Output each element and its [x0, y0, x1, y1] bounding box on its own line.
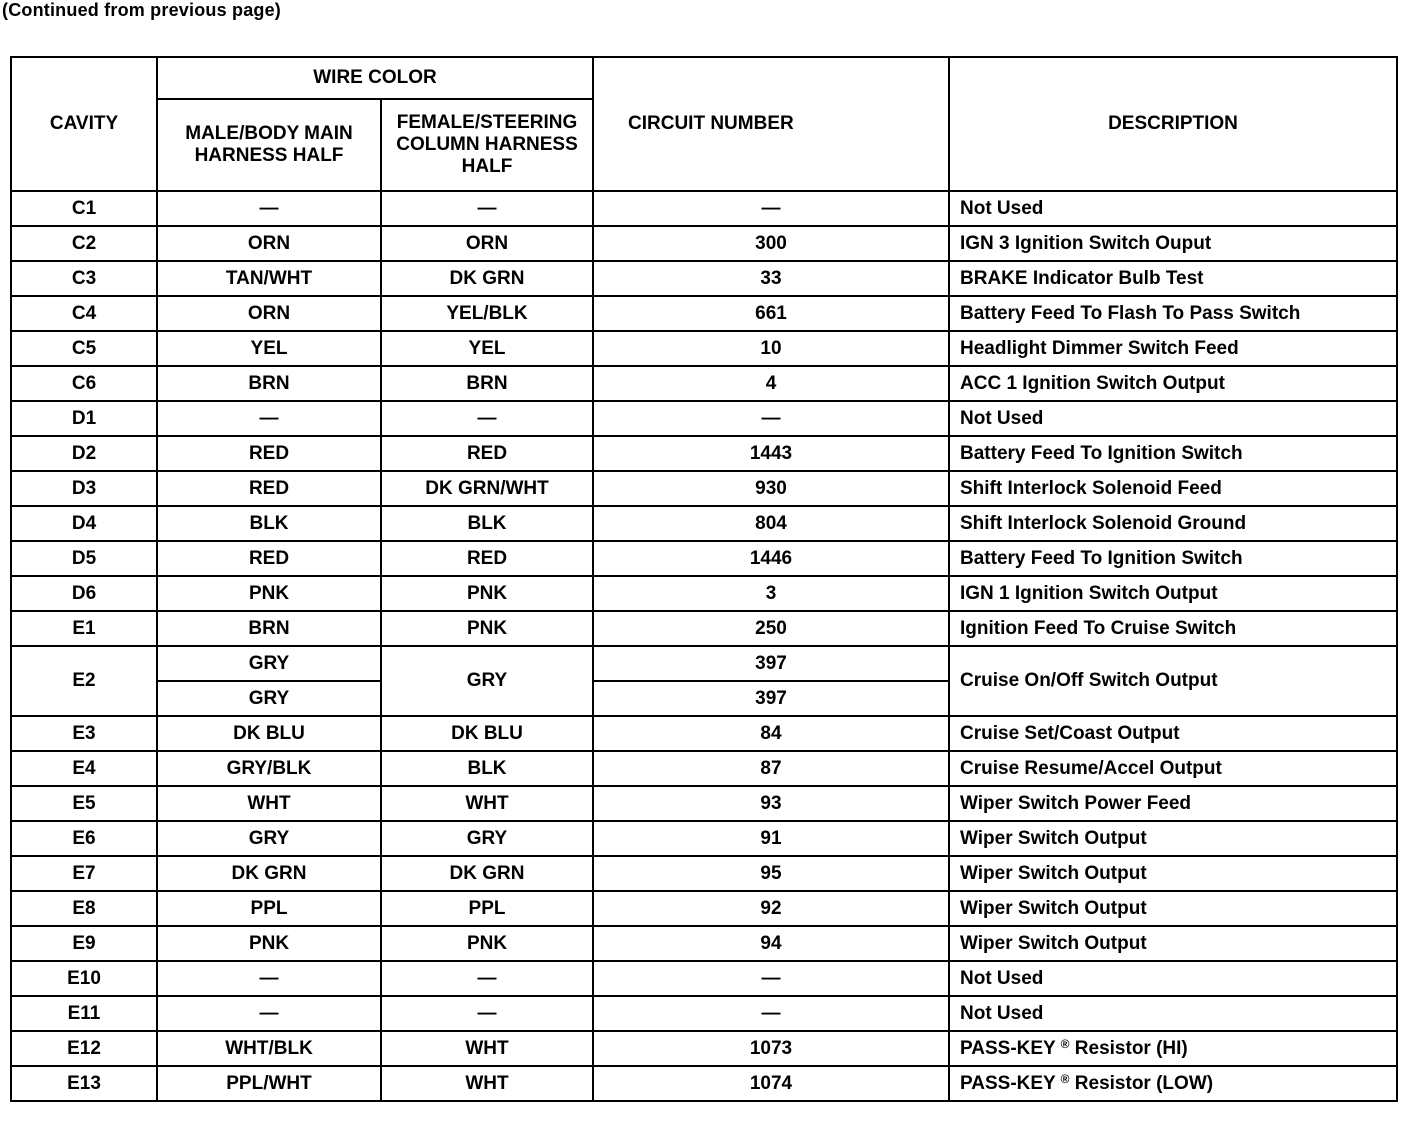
circuit-cell: 1074 — [593, 1066, 949, 1101]
cavity-cell: C3 — [11, 261, 157, 296]
description-cell: Battery Feed To Ignition Switch — [949, 541, 1397, 576]
male-wire-cell: DK GRN — [157, 856, 381, 891]
description-suffix: Resistor (LOW) — [1069, 1072, 1214, 1094]
cavity-cell: E1 — [11, 611, 157, 646]
circuit-cell: 3 — [593, 576, 949, 611]
description-cell: Not Used — [949, 961, 1397, 996]
female-wire-cell: WHT — [381, 786, 593, 821]
cavity-cell: E2 — [11, 646, 157, 716]
table-row — [11, 856, 1397, 891]
table-row — [11, 576, 1397, 611]
description-cell: Wiper Switch Output — [949, 821, 1397, 856]
female-wire-cell: GRY — [381, 646, 593, 716]
female-wire-cell: YEL/BLK — [381, 296, 593, 331]
description-cell: Ignition Feed To Cruise Switch — [949, 611, 1397, 646]
circuit-cell: 930 — [593, 471, 949, 506]
female-wire-cell: RED — [381, 541, 593, 576]
table-row — [11, 821, 1397, 856]
male-wire-cell: BRN — [157, 611, 381, 646]
female-wire-cell: WHT — [381, 1066, 593, 1101]
circuit-cell: 95 — [593, 856, 949, 891]
cavity-cell: E3 — [11, 716, 157, 751]
circuit-cell: — — [593, 191, 949, 226]
cavity-cell: C5 — [11, 331, 157, 366]
table-row — [11, 366, 1397, 401]
circuit-cell: 94 — [593, 926, 949, 961]
header-wire-color: WIRE COLOR — [157, 57, 593, 99]
cavity-cell: D4 — [11, 506, 157, 541]
female-wire-cell: — — [381, 191, 593, 226]
table-row — [11, 751, 1397, 786]
female-wire-cell: PNK — [381, 576, 593, 611]
cavity-cell: E8 — [11, 891, 157, 926]
header-cavity: CAVITY — [11, 57, 157, 191]
female-wire-cell: DK GRN/WHT — [381, 471, 593, 506]
circuit-cell: 4 — [593, 366, 949, 401]
female-wire-cell: PNK — [381, 926, 593, 961]
male-wire-cell: PPL/WHT — [157, 1066, 381, 1101]
male-wire-cell: RED — [157, 471, 381, 506]
table-row — [11, 891, 1397, 926]
description-cell: Cruise Resume/Accel Output — [949, 751, 1397, 786]
description-cell: Cruise Set/Coast Output — [949, 716, 1397, 751]
table-row — [11, 191, 1397, 226]
female-wire-cell: PNK — [381, 611, 593, 646]
cavity-cell: C2 — [11, 226, 157, 261]
description-cell: Wiper Switch Power Feed — [949, 786, 1397, 821]
circuit-cell: 84 — [593, 716, 949, 751]
male-wire-cell: RED — [157, 436, 381, 471]
male-wire-cell: ORN — [157, 296, 381, 331]
table-row — [11, 646, 1397, 681]
table-row — [11, 716, 1397, 751]
description-cell: Shift Interlock Solenoid Ground — [949, 506, 1397, 541]
cavity-cell: E10 — [11, 961, 157, 996]
male-wire-cell: WHT/BLK — [157, 1031, 381, 1066]
male-wire-cell: ORN — [157, 226, 381, 261]
circuit-cell: — — [593, 996, 949, 1031]
male-wire-cell: PNK — [157, 576, 381, 611]
cavity-cell: E12 — [11, 1031, 157, 1066]
male-wire-cell: TAN/WHT — [157, 261, 381, 296]
table-row — [11, 436, 1397, 471]
circuit-cell: 92 — [593, 891, 949, 926]
description-cell: Battery Feed To Ignition Switch — [949, 436, 1397, 471]
description-cell: Wiper Switch Output — [949, 891, 1397, 926]
table-row — [11, 926, 1397, 961]
cavity-cell: D1 — [11, 401, 157, 436]
circuit-cell: 33 — [593, 261, 949, 296]
table-row — [11, 261, 1397, 296]
description-cell: Not Used — [949, 996, 1397, 1031]
circuit-cell: 300 — [593, 226, 949, 261]
description-cell: Wiper Switch Output — [949, 856, 1397, 891]
male-wire-cell: — — [157, 191, 381, 226]
circuit-cell: — — [593, 961, 949, 996]
cavity-cell: E6 — [11, 821, 157, 856]
description-cell: IGN 1 Ignition Switch Output — [949, 576, 1397, 611]
description-cell: Not Used — [949, 401, 1397, 436]
continued-note: (Continued from previous page) — [2, 0, 282, 20]
description-prefix: PASS-KEY — [960, 1037, 1056, 1059]
female-wire-cell: ORN — [381, 226, 593, 261]
cavity-cell: D2 — [11, 436, 157, 471]
description-cell: ACC 1 Ignition Switch Output — [949, 366, 1397, 401]
circuit-cell: 1073 — [593, 1031, 949, 1066]
table-body — [11, 191, 1397, 1101]
female-wire-cell: BRN — [381, 366, 593, 401]
female-wire-cell: BLK — [381, 751, 593, 786]
male-wire-cell: GRY — [157, 821, 381, 856]
table-row — [11, 331, 1397, 366]
male-wire-cell: WHT — [157, 786, 381, 821]
table-row — [11, 786, 1397, 821]
cavity-cell: D3 — [11, 471, 157, 506]
circuit-cell: 397 — [593, 646, 949, 681]
female-wire-cell: PPL — [381, 891, 593, 926]
cavity-cell: D5 — [11, 541, 157, 576]
female-wire-cell: — — [381, 961, 593, 996]
cavity-cell: D6 — [11, 576, 157, 611]
description-cell: Cruise On/Off Switch Output — [949, 646, 1397, 716]
cavity-cell: E11 — [11, 996, 157, 1031]
male-wire-cell: DK BLU — [157, 716, 381, 751]
table-row — [11, 296, 1397, 331]
male-wire-cell: GRY — [157, 681, 381, 716]
cavity-cell: C6 — [11, 366, 157, 401]
circuit-cell: 661 — [593, 296, 949, 331]
circuit-cell: 93 — [593, 786, 949, 821]
male-wire-cell: GRY — [157, 646, 381, 681]
male-wire-cell: GRY/BLK — [157, 751, 381, 786]
cavity-cell: E7 — [11, 856, 157, 891]
cavity-cell: C1 — [11, 191, 157, 226]
female-wire-cell: GRY — [381, 821, 593, 856]
female-wire-cell: DK BLU — [381, 716, 593, 751]
description-cell: IGN 3 Ignition Switch Ouput — [949, 226, 1397, 261]
circuit-cell: 250 — [593, 611, 949, 646]
circuit-cell: 87 — [593, 751, 949, 786]
cavity-cell: E5 — [11, 786, 157, 821]
male-wire-cell: — — [157, 961, 381, 996]
female-wire-cell: — — [381, 996, 593, 1031]
description-cell: Shift Interlock Solenoid Feed — [949, 471, 1397, 506]
description-cell — [949, 1066, 1397, 1101]
circuit-cell: — — [593, 401, 949, 436]
header-description: DESCRIPTION — [949, 57, 1397, 191]
female-wire-cell: — — [381, 401, 593, 436]
male-wire-cell: PNK — [157, 926, 381, 961]
description-cell: BRAKE Indicator Bulb Test — [949, 261, 1397, 296]
female-wire-cell: WHT — [381, 1031, 593, 1066]
male-wire-cell: BLK — [157, 506, 381, 541]
cavity-cell: E9 — [11, 926, 157, 961]
cavity-cell: E4 — [11, 751, 157, 786]
female-wire-cell: DK GRN — [381, 261, 593, 296]
male-wire-cell: — — [157, 996, 381, 1031]
circuit-cell: 804 — [593, 506, 949, 541]
circuit-cell: 397 — [593, 681, 949, 716]
male-wire-cell: BRN — [157, 366, 381, 401]
female-wire-cell: DK GRN — [381, 856, 593, 891]
cavity-cell: C4 — [11, 296, 157, 331]
circuit-cell: 10 — [593, 331, 949, 366]
table-row — [11, 541, 1397, 576]
circuit-cell: 1446 — [593, 541, 949, 576]
description-cell — [949, 1031, 1397, 1066]
table-row — [11, 1066, 1397, 1101]
registered-mark: ® — [1060, 1071, 1070, 1086]
table-row — [11, 401, 1397, 436]
female-wire-cell: RED — [381, 436, 593, 471]
description-cell: Battery Feed To Flash To Pass Switch — [949, 296, 1397, 331]
circuit-cell: 91 — [593, 821, 949, 856]
registered-mark: ® — [1060, 1036, 1070, 1051]
header-female-harness: FEMALE/STEERING COLUMN HARNESS HALF — [381, 99, 593, 191]
table-row — [11, 961, 1397, 996]
table-row — [11, 611, 1397, 646]
connector-pinout-table — [10, 56, 1398, 1102]
cavity-cell: E13 — [11, 1066, 157, 1101]
description-prefix: PASS-KEY — [960, 1072, 1056, 1094]
male-wire-cell: — — [157, 401, 381, 436]
header-circuit-number: CIRCUIT NUMBER — [593, 57, 949, 191]
female-wire-cell: BLK — [381, 506, 593, 541]
description-cell: Headlight Dimmer Switch Feed — [949, 331, 1397, 366]
table-row — [11, 506, 1397, 541]
description-suffix: Resistor (HI) — [1069, 1037, 1188, 1059]
table-row — [11, 1031, 1397, 1066]
male-wire-cell: YEL — [157, 331, 381, 366]
description-cell: Not Used — [949, 191, 1397, 226]
table-row — [11, 471, 1397, 506]
header-male-harness: MALE/BODY MAIN HARNESS HALF — [157, 99, 381, 191]
circuit-cell: 1443 — [593, 436, 949, 471]
table-row — [11, 226, 1397, 261]
female-wire-cell: YEL — [381, 331, 593, 366]
male-wire-cell: RED — [157, 541, 381, 576]
description-cell: Wiper Switch Output — [949, 926, 1397, 961]
male-wire-cell: PPL — [157, 891, 381, 926]
table-row — [11, 996, 1397, 1031]
